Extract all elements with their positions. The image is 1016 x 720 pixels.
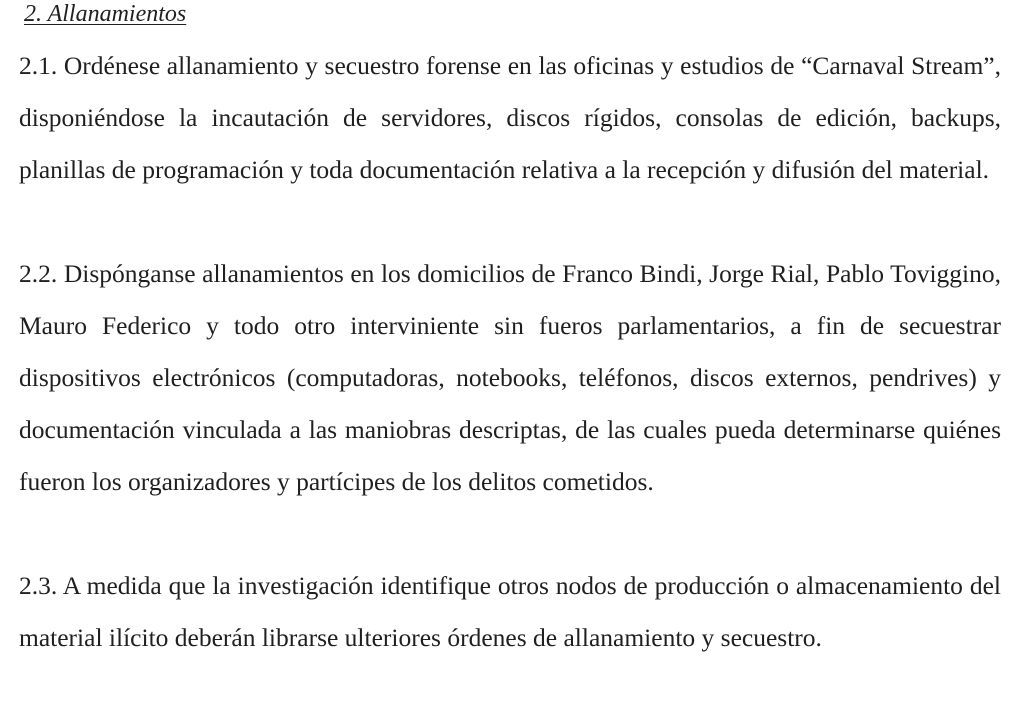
section-heading: 2. Allanamientos — [24, 1, 187, 27]
paragraph-2-2: 2.2. Dispónganse allanamientos en los domicilios de Franco Bindi, Jorge Rial, Pablo Toviggino, Mauro Federico y todo otro interviniente sin fueros parlamentarios, a fin de secuestrar dispositivos electrónicos (computadoras, notebooks, teléfonos, discos externos, pendrives) y documentación vinculada a las maniobras descriptas, de las cuales pueda determinarse quiénes fueron los organizadores y partícipes de los delitos cometidos. — [19, 259, 1001, 496]
paragraph-2-1: 2.1. Ordénese allanamiento y secuestro forense en las oficinas y estudios de “Carnaval Stream”, disponiéndose la incautación de servidores, discos rígidos, consolas de edición, backups, planillas de programación y toda documentación relativa a la recepción y difusión del material. — [19, 51, 1001, 184]
paragraph-2-3: 2.3. A medida que la investigación identifique otros nodos de producción o almacenamiento del material ilícito deberán librarse ulteriores órdenes de allanamiento y secuestro. — [19, 571, 1001, 652]
